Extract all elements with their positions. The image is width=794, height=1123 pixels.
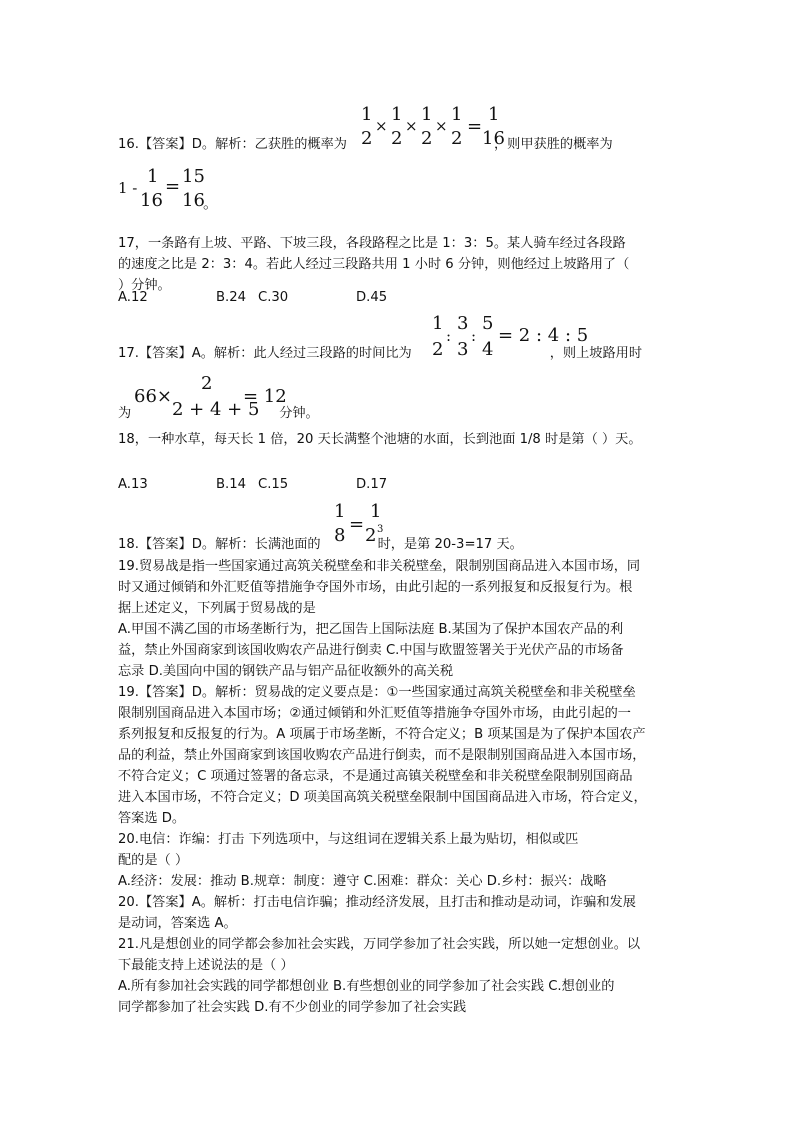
q17-options [118, 287, 387, 308]
q19-answer-line-1: 19.【答案】D。解析：贸易战的定义要点是：①一些国家通过高筑关税壁垒和非关税壁垒 [118, 685, 636, 700]
q16-f4-den: 2 [451, 128, 463, 149]
q16-answer-prefix: 16.【答案】D。解析：乙获胜的概率为 [118, 137, 347, 152]
q21-line-2: 下最能支持上述说法的是（ ） [118, 958, 294, 973]
q18-option-d: D.17 [356, 477, 388, 492]
q18-option-b: B.14 [216, 477, 247, 492]
q19-answer-line-5: 不符合定义；C 项通过签署的备忘录，不是通过高镇关税壁垒和非关税壁垒限制别国商品 [118, 769, 633, 784]
q17-colon-2: : [471, 327, 477, 345]
q20-line-2: 配的是（ ） [118, 853, 189, 868]
q19-answer-line-2: 限制别国商品进入本国市场；②通过倾销和外汇贬值等措施争夺国外市场，由此引起的一 [118, 706, 631, 721]
q19-answer-line-6: 进入本国市场，不符合定义；D 项美国高筑关税壁垒限制中国国商品进入市场，符合定义， [118, 790, 647, 805]
q16-f2-den: 2 [391, 128, 403, 149]
q17-r1-num: 1 [432, 313, 444, 334]
q16-l2-f-den: 16 [140, 190, 163, 211]
q19-line-6: 忘录 D.美国向中国的钢铁产品与铝产品征收额外的高关税 [118, 664, 454, 679]
q18-eq: = [349, 514, 365, 535]
q16-l2-res-num: 15 [182, 166, 205, 187]
q16-f3-num: 1 [421, 104, 433, 125]
q17-ratio-result: = 2 : 4 : 5 [498, 325, 589, 346]
q17-line-3: ）分钟。 [118, 278, 171, 293]
q17-l2-den: 2 + 4 + 5 [172, 399, 260, 420]
q17-option-a: A.12 [118, 290, 148, 305]
q16-l2-end: 。 [203, 194, 219, 212]
q18-answer-suffix: 时，是第 20-3=17 天。 [377, 537, 523, 552]
q21-line-3: A.所有参加社会实践的同学都想创业 B.有些想创业的同学参加了社会实践 C.想创业的 [118, 979, 615, 994]
q16-f4-num: 1 [451, 104, 463, 125]
q17-answer-suffix: ，则上坡路用时 [549, 346, 643, 361]
q16-times-2: × [405, 117, 418, 135]
q16-times-1: × [375, 117, 388, 135]
q21-line-4: 同学都参加了社会实践 D.有不少创业的同学参加了社会实践 [118, 1000, 467, 1015]
q17-answer-line2 [118, 399, 319, 424]
q20-line-1: 20.电信：诈编：打击 下列选项中，与这组词在逻辑关系上最为贴切，相似或匹 [118, 832, 579, 847]
q19-line-1: 19.贸易战是指一些国家通过高筑关税壁垒和非关税壁垒，限制别国商品进入本国市场，同 [118, 559, 641, 574]
q18-exp: 3 [377, 524, 384, 535]
q17-line-2: 的速度之比是 2：3：4。若此人经过三段路共用 1 小时 6 分钟，则他经过上坡路用了（ [118, 257, 630, 272]
q20-answer-line-2: 是动词，答案选 A。 [118, 916, 237, 931]
q16-answer-line1 [118, 134, 613, 155]
q17-option-c: C.30 [258, 290, 289, 305]
q18-line: 18，一种水草，每天长 1 倍，20 天长满整个池塘的水面，长到池面 1/8 时是第（ ）天。 [118, 432, 642, 447]
q19-line-3: 据上述定义，下列属于贸易战的是 [118, 601, 316, 616]
q18-answer-prefix: 18.【答案】D。解析：长满池面的 [118, 537, 321, 552]
q18-f2-den: 2 [365, 525, 377, 546]
q16-f3-den: 2 [421, 128, 433, 149]
q17-option-d: D.45 [356, 290, 388, 305]
q21-line-1: 21.凡是想创业的同学都会参加社会实践，万同学参加了社会实践，所以她一定想创业。以 [118, 937, 641, 952]
q17-l2-res: = 12 [243, 386, 287, 407]
q17-option-b: B.24 [216, 290, 247, 305]
q16-res-den: 16 [482, 128, 505, 149]
q17-r2-num: 3 [457, 313, 469, 334]
q17-answer-line2-suffix: 分钟。 [279, 406, 319, 421]
q19-line-2: 时又通过倾销和外汇贬值等措施争夺国外市场，由此引起的一系列报复和反报复行为。根 [118, 580, 633, 595]
q17-r3-den: 4 [482, 339, 494, 360]
q16-f1-num: 1 [361, 104, 373, 125]
q17-r3-num: 5 [482, 313, 494, 334]
q17-answer-prefix: 17.【答案】A。解析：此人经过三段路的时间比为 [118, 346, 412, 361]
q19-line-5: 益，禁止外国商家到该国收购农产品进行倒卖 C.中国与欧盟签署关于光伏产品的市场备 [118, 643, 624, 658]
q17-line-1: 17，一条路有上坡、平路、下坡三段，各段路程之比是 1：3：5。某人骑车经过各段路 [118, 236, 626, 251]
q16-l2-res-den: 16 [182, 190, 205, 211]
q17-66-times: 66× [134, 386, 172, 407]
q16-eq: = [467, 116, 483, 137]
q16-f2-num: 1 [391, 104, 403, 125]
q20-line-3: A.经济：发展：推动 B.规章：制度：遵守 C.困难：群众：关心 D.乡村：振兴：战略 [118, 874, 607, 889]
q20-answer-line-1: 20.【答案】A。解析：打击电信诈骗；推动经济发展，且打击和推动是动词，诈骗和发展 [118, 895, 636, 910]
q16-times-3: × [435, 117, 448, 135]
q19-answer-line-4: 品的利益，禁止外国商家到该国收购农产品进行倒卖，而不是限制别国商品进入本国市场， [118, 748, 646, 763]
q17-l2-num: 2 [201, 373, 213, 394]
q18-option-c: C.15 [258, 477, 289, 492]
q17-answer-line2-prefix: 为 [118, 406, 132, 421]
q19-answer-line-3: 系列报复和反报复的行为。A 项属于市场垄断，不符合定义；B 项某国是为了保护本国农产 [118, 727, 646, 742]
q16-f1-den: 2 [361, 128, 373, 149]
q17-colon-1: : [446, 327, 452, 345]
q17-r2-den: 3 [457, 339, 469, 360]
q18-answer-line [118, 534, 523, 555]
q18-options [118, 474, 387, 495]
q19-answer-line-7: 答案选 D。 [118, 811, 186, 826]
q16-l2-f-num: 1 [147, 166, 159, 187]
q18-f2-num: 1 [370, 501, 382, 522]
q16-l2-eq: = [165, 176, 181, 197]
q16-answer-suffix: ，则甲获胜的概率为 [493, 137, 613, 152]
q18-f1-den: 8 [334, 525, 346, 546]
q19-line-4: A.甲国不满乙国的市场垄断行为，把乙国告上国际法庭 B.某国为了保护本国农产品的利 [118, 622, 624, 637]
q16-one-minus: 1 - [118, 179, 138, 197]
q18-option-a: A.13 [118, 477, 148, 492]
q16-res-num: 1 [488, 104, 500, 125]
q17-r1-den: 2 [432, 339, 444, 360]
q17-answer-line1 [118, 339, 643, 364]
q18-f1-num: 1 [334, 501, 346, 522]
